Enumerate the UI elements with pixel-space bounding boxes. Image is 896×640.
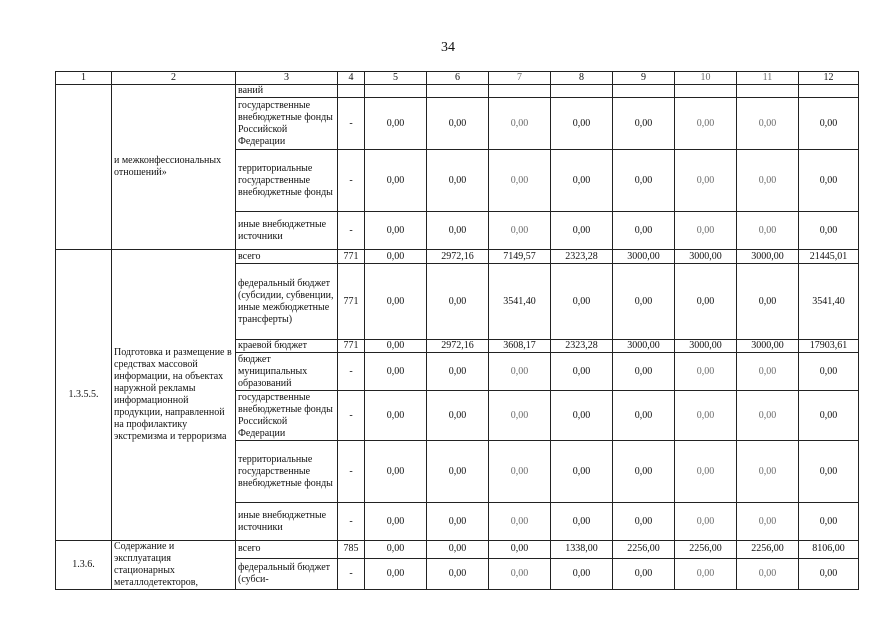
section-title: и межконфессиональных отношений» xyxy=(112,85,236,250)
value-cell: 0,00 xyxy=(489,98,551,150)
value-cell: 0,00 xyxy=(427,558,489,589)
value-cell: 7149,57 xyxy=(489,250,551,264)
value-cell: 3000,00 xyxy=(613,250,675,264)
value-cell: 0,00 xyxy=(427,212,489,250)
value-cell: 0,00 xyxy=(737,353,799,391)
column-header: 1 xyxy=(56,72,112,85)
value-cell: 8106,00 xyxy=(799,541,859,559)
value-cell: 0,00 xyxy=(551,264,613,340)
funding-source-label: всего xyxy=(236,541,338,559)
value-cell: 2323,28 xyxy=(551,340,613,353)
value-cell: 0,00 xyxy=(613,391,675,441)
value-cell: 0,00 xyxy=(613,353,675,391)
table-row xyxy=(56,250,859,264)
code-cell: - xyxy=(338,391,365,441)
value-cell: 0,00 xyxy=(675,150,737,212)
value-cell: 0,00 xyxy=(427,541,489,559)
value-cell: 0,00 xyxy=(551,441,613,503)
code-cell: - xyxy=(338,98,365,150)
value-cell: 1338,00 xyxy=(551,541,613,559)
value-cell: 3541,40 xyxy=(489,264,551,340)
value-cell: 0,00 xyxy=(489,558,551,589)
funding-source-label: федеральный бюджет (субсидии, субвенции, иные межбюджетные трансферты) xyxy=(236,264,338,340)
funding-source-label: территориальные государственные внебюджетные фонды xyxy=(236,150,338,212)
value-cell: 0,00 xyxy=(365,250,427,264)
value-cell: 0,00 xyxy=(365,150,427,212)
value-cell: 0,00 xyxy=(551,98,613,150)
value-cell: 0,00 xyxy=(675,441,737,503)
column-number-row xyxy=(56,72,859,85)
value-cell: 0,00 xyxy=(365,264,427,340)
value-cell xyxy=(551,85,613,98)
value-cell: 0,00 xyxy=(551,558,613,589)
value-cell: 0,00 xyxy=(551,212,613,250)
value-cell: 0,00 xyxy=(365,441,427,503)
value-cell: 0,00 xyxy=(737,558,799,589)
value-cell: 0,00 xyxy=(799,558,859,589)
code-cell: - xyxy=(338,558,365,589)
value-cell: 0,00 xyxy=(613,441,675,503)
value-cell: 0,00 xyxy=(489,150,551,212)
value-cell xyxy=(799,85,859,98)
value-cell: 3000,00 xyxy=(613,340,675,353)
page-number: 34 xyxy=(441,40,455,55)
budget-table xyxy=(55,71,859,590)
value-cell: 0,00 xyxy=(799,98,859,150)
code-cell xyxy=(338,85,365,98)
code-cell: - xyxy=(338,212,365,250)
funding-source-label: бюджет муниципальных образований xyxy=(236,353,338,391)
funding-source-label: федеральный бюджет (субси- xyxy=(236,558,338,589)
value-cell: 0,00 xyxy=(675,98,737,150)
column-header: 10 xyxy=(675,72,737,85)
value-cell xyxy=(489,85,551,98)
column-header: 12 xyxy=(799,72,859,85)
value-cell: 0,00 xyxy=(489,212,551,250)
value-cell: 2256,00 xyxy=(613,541,675,559)
column-header: 2 xyxy=(112,72,236,85)
value-cell: 0,00 xyxy=(427,441,489,503)
value-cell: 0,00 xyxy=(799,441,859,503)
value-cell: 0,00 xyxy=(551,391,613,441)
column-header: 9 xyxy=(613,72,675,85)
value-cell: 3000,00 xyxy=(737,340,799,353)
value-cell: 0,00 xyxy=(737,391,799,441)
code-cell: - xyxy=(338,353,365,391)
value-cell: 0,00 xyxy=(427,264,489,340)
value-cell: 0,00 xyxy=(675,353,737,391)
column-header: 5 xyxy=(365,72,427,85)
value-cell: 0,00 xyxy=(489,353,551,391)
funding-source-label: государственные внебюджетные фонды Российской Федерации xyxy=(236,391,338,441)
value-cell xyxy=(675,85,737,98)
value-cell: 2256,00 xyxy=(737,541,799,559)
value-cell: 0,00 xyxy=(427,503,489,541)
code-cell: - xyxy=(338,150,365,212)
value-cell: 0,00 xyxy=(551,353,613,391)
value-cell: 0,00 xyxy=(737,441,799,503)
value-cell: 3541,40 xyxy=(799,264,859,340)
code-cell: - xyxy=(338,441,365,503)
funding-source-label: иные внебюджетные источники xyxy=(236,212,338,250)
value-cell: 0,00 xyxy=(675,264,737,340)
value-cell: 0,00 xyxy=(427,150,489,212)
value-cell: 0,00 xyxy=(489,391,551,441)
value-cell: 0,00 xyxy=(489,503,551,541)
value-cell: 0,00 xyxy=(551,150,613,212)
value-cell: 2972,16 xyxy=(427,340,489,353)
value-cell: 0,00 xyxy=(427,391,489,441)
value-cell: 0,00 xyxy=(613,264,675,340)
code-cell: 771 xyxy=(338,264,365,340)
value-cell: 0,00 xyxy=(799,503,859,541)
value-cell: 0,00 xyxy=(737,264,799,340)
value-cell: 3000,00 xyxy=(675,250,737,264)
section-title: Содержание и эксплуатация стационарных металлодетекторов, xyxy=(112,541,236,590)
code-cell: 771 xyxy=(338,340,365,353)
value-cell: 0,00 xyxy=(613,212,675,250)
value-cell: 2972,16 xyxy=(427,250,489,264)
column-header: 8 xyxy=(551,72,613,85)
value-cell: 21445,01 xyxy=(799,250,859,264)
column-header: 3 xyxy=(236,72,338,85)
value-cell: 0,00 xyxy=(799,212,859,250)
funding-source-label: государственные внебюджетные фонды Российской Федерации xyxy=(236,98,338,150)
value-cell: 0,00 xyxy=(365,391,427,441)
value-cell: 2323,28 xyxy=(551,250,613,264)
value-cell: 0,00 xyxy=(737,212,799,250)
value-cell: 0,00 xyxy=(365,558,427,589)
value-cell: 0,00 xyxy=(489,541,551,559)
value-cell: 0,00 xyxy=(365,541,427,559)
code-cell: - xyxy=(338,503,365,541)
value-cell: 0,00 xyxy=(489,441,551,503)
value-cell xyxy=(427,85,489,98)
value-cell: 0,00 xyxy=(675,558,737,589)
value-cell xyxy=(613,85,675,98)
value-cell: 0,00 xyxy=(737,503,799,541)
section-number: 1.3.6. xyxy=(56,541,112,590)
section-number xyxy=(56,85,112,250)
value-cell: 2256,00 xyxy=(675,541,737,559)
value-cell: 0,00 xyxy=(675,212,737,250)
funding-source-label: территориальные государственные внебюджетные фонды xyxy=(236,441,338,503)
column-header: 11 xyxy=(737,72,799,85)
funding-source-label: ваний xyxy=(236,85,338,98)
value-cell: 0,00 xyxy=(365,353,427,391)
value-cell: 0,00 xyxy=(799,150,859,212)
section-title: Подготовка и размещение в средствах массовой информации, на объектах наружной рекламы информационной продукции, направленной на профилактику экстремизма и терроризма xyxy=(112,250,236,541)
value-cell xyxy=(737,85,799,98)
value-cell: 0,00 xyxy=(365,340,427,353)
funding-source-label: краевой бюджет xyxy=(236,340,338,353)
value-cell: 0,00 xyxy=(737,98,799,150)
value-cell: 0,00 xyxy=(365,98,427,150)
value-cell: 0,00 xyxy=(427,353,489,391)
value-cell: 0,00 xyxy=(799,391,859,441)
value-cell: 0,00 xyxy=(799,353,859,391)
column-header: 4 xyxy=(338,72,365,85)
funding-source-label: всего xyxy=(236,250,338,264)
value-cell: 0,00 xyxy=(675,391,737,441)
value-cell: 0,00 xyxy=(551,503,613,541)
value-cell: 0,00 xyxy=(613,503,675,541)
column-header: 6 xyxy=(427,72,489,85)
value-cell xyxy=(365,85,427,98)
value-cell: 3000,00 xyxy=(737,250,799,264)
value-cell: 3000,00 xyxy=(675,340,737,353)
value-cell: 0,00 xyxy=(427,98,489,150)
code-cell: 785 xyxy=(338,541,365,559)
table-row xyxy=(56,85,859,98)
section-number: 1.3.5.5. xyxy=(56,250,112,541)
value-cell: 3608,17 xyxy=(489,340,551,353)
column-header: 7 xyxy=(489,72,551,85)
value-cell: 0,00 xyxy=(613,150,675,212)
table-row xyxy=(56,541,859,559)
value-cell: 0,00 xyxy=(613,558,675,589)
value-cell: 0,00 xyxy=(737,150,799,212)
value-cell: 0,00 xyxy=(675,503,737,541)
value-cell: 0,00 xyxy=(365,503,427,541)
funding-source-label: иные внебюджетные источники xyxy=(236,503,338,541)
value-cell: 0,00 xyxy=(365,212,427,250)
code-cell: 771 xyxy=(338,250,365,264)
value-cell: 17903,61 xyxy=(799,340,859,353)
value-cell: 0,00 xyxy=(613,98,675,150)
